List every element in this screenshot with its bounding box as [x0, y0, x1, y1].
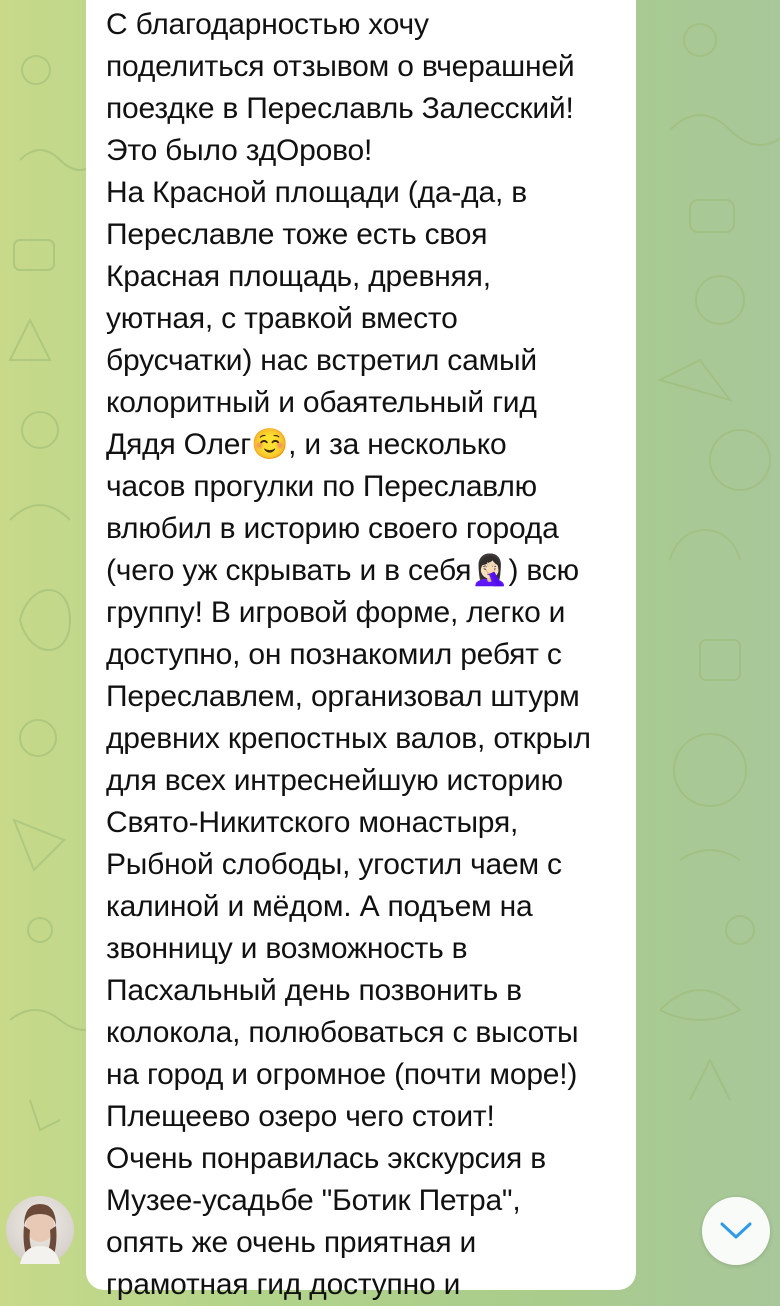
message-line: грамотная гид доступно и [106, 1268, 461, 1301]
message-text [106, 4, 636, 1306]
message-line: поделиться отзывом о вчерашней [106, 50, 575, 83]
message-line: Свято-Никитского монастыря, [106, 806, 519, 839]
message-line: Рыбной слободы, угостил чаем с [106, 848, 562, 881]
message-line: доступно, он познакомил ребят с [106, 638, 562, 671]
user-avatar-icon [6, 1196, 74, 1264]
message-line: Очень понравилась экскурсия в [106, 1142, 546, 1175]
message-line: (чего уж скрывать и в себя🤦🏻‍♀️) всю [106, 554, 579, 587]
message-line: Плещеево озеро чего стоит! [106, 1100, 495, 1133]
message-line: уютная, с травкой вместо [106, 302, 458, 335]
message-line: С благодарностью хочу [106, 8, 429, 41]
message-line: звонницу и возможность в [106, 932, 468, 965]
message-line: колоритный и обаятельный гид [106, 386, 537, 419]
message-line: Пасхальный день позвонить в [106, 974, 522, 1007]
message-line: Дядя Олег☺️, и за несколько [106, 428, 507, 461]
chevron-down-icon [719, 1221, 753, 1241]
scroll-down-button[interactable] [702, 1197, 770, 1265]
message-line: брусчатки) нас встретил самый [106, 344, 537, 377]
message-line: Это было здОрово! [106, 134, 373, 167]
message-line: калиной и мёдом. А подъем на [106, 890, 533, 923]
message-line: На Красной площади (да-да, в [106, 176, 527, 209]
message-line: часов прогулки по Переславлю [106, 470, 537, 503]
message-line: поездке в Переславль Залесский! [106, 92, 574, 125]
message-line: влюбил в историю своего города [106, 512, 559, 545]
message-bubble [86, 0, 636, 1301]
message-line: для всех интреснейшую историю [106, 764, 563, 797]
avatar[interactable] [6, 1196, 74, 1264]
message-line: Музее-усадьбе "Ботик Петра", [106, 1184, 521, 1217]
message-line: опять же очень приятная и [106, 1226, 477, 1259]
message-line: Переславлем, организовал штурм [106, 680, 580, 713]
message-line: колокола, полюбоваться с высоты [106, 1016, 579, 1049]
message-line: группу! В игровой форме, легко и [106, 596, 566, 629]
message-line: Красная площадь, древняя, [106, 260, 491, 293]
message-line: древних крепостных валов, открыл [106, 722, 591, 755]
message-line: Переславле тоже есть своя [106, 218, 488, 251]
message-line: на город и огромное (почти море!) [106, 1058, 578, 1091]
